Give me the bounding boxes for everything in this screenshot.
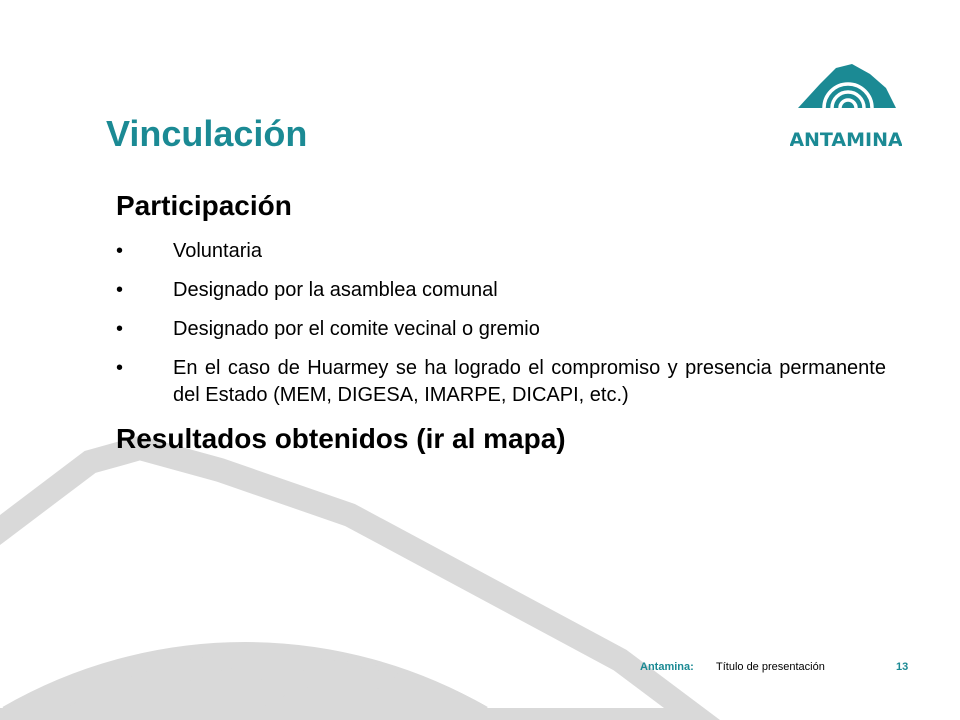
slide-title: Vinculación: [106, 113, 308, 154]
list-item-text: Voluntaria: [173, 240, 262, 262]
list-item: [116, 238, 886, 265]
results-heading[interactable]: Resultados obtenidos (ir al mapa): [116, 423, 566, 454]
bullet-icon: •: [116, 357, 124, 379]
participation-heading: Participación: [116, 190, 292, 221]
list-item-text: En el caso de Huarmey se ha logrado el compromiso y presencia permanente del Estado (MEM, DIGESA, IMARPE, DICAPI, etc.): [173, 357, 886, 406]
antamina-logo-icon: [790, 56, 902, 160]
footer-brand: Antamina:: [640, 661, 694, 673]
list-item: [116, 355, 886, 409]
footer-presentation-title: Título de presentación: [716, 661, 825, 673]
slide-footer: [640, 660, 910, 680]
slide-content: [116, 188, 886, 457]
bullet-icon: •: [116, 279, 124, 301]
svg-text:ANTAMINA: ANTAMINA: [790, 129, 902, 151]
list-item: [116, 277, 886, 304]
antamina-logo: [790, 56, 902, 160]
list-item-text: Designado por el comite vecinal o gremio: [173, 318, 540, 340]
list-item: [116, 316, 886, 343]
participation-list: [116, 238, 886, 409]
list-item-text: Designado por la asamblea comunal: [173, 279, 498, 301]
page-number: 13: [896, 661, 909, 673]
bullet-icon: •: [116, 318, 124, 340]
bullet-icon: •: [116, 240, 124, 262]
